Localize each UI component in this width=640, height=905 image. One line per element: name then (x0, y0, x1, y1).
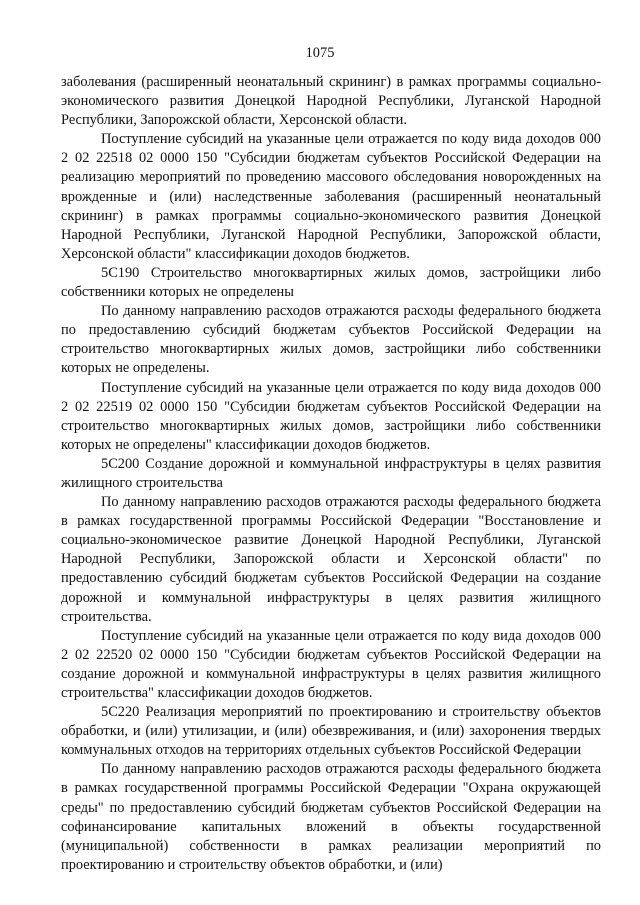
section-heading-5c190: 5С190 Строительство многоквартирных жилых домов, застройщики либо собственники которых не определены (61, 264, 601, 301)
paragraph-income-code-22519: Поступление субсидий на указанные цели отражается по коду вида доходов 000 2 02 22519 02 0000 150 "Субсидии бюджетам субъектов Российской Федерации на строительство многоквартирных жилых домов, застройщики либо собственники которых не определены" классификации доходов бюджетов. (61, 379, 601, 453)
section-heading-5c200: 5С200 Создание дорожной и коммунальной инфраструктуры в целях развития жилищного строительства (61, 455, 601, 491)
section-heading-5c220: 5С220 Реализация мероприятий по проектированию и строительству объектов обработки, и (или) утилизации, и (или) обезвреживания, и (или) захоронения твердых коммунальных отходов на территориях отдельных субъектов Российской Федерации (61, 704, 601, 759)
paragraph-expense-5c190: По данному направлению расходов отражаются расходы федерального бюджета по предоставлению субсидий бюджетам субъектов Российской Федерации на строительство многоквартирных жилых домов, застройщики либо собственники которых не определены. (61, 303, 601, 377)
paragraph-continuation: заболевания (расширенный неонатальный скрининг) в рамках программы социально-экономического развития Донецкой Народной Республики, Луганской Народной Республики, Запорожской области, Херсонской области. (61, 74, 601, 129)
paragraph-income-code-22518: Поступление субсидий на указанные цели отражается по коду вида доходов 000 2 02 22518 02 0000 150 "Субсидии бюджетам субъектов Российской Федерации на реализацию мероприятий по проведению массового обследования новорожденных на врожденные и (или) наследственные заболевания (расширенный неонатальный скрининг) в рамках программы социально-экономического развития Донецкой Народной Республики, Луганской Народной Республики, Запорожской области, Херсонской области" классификации доходов бюджетов. (61, 131, 601, 262)
document-body (61, 73, 601, 875)
paragraph-expense-5c200: По данному направлению расходов отражаются расходы федерального бюджета в рамках государственной программы Российской Федерации "Восстановление и социально-экономическое развитие Донецкой Народной Республики, Луганской Народной Республики, Запорожской области и Херсонской области" по предоставлению субсидий бюджетам субъектов Российской Федерации на создание дорожной и коммунальной инфраструктуры в целях развития жилищного строительства. (61, 494, 601, 625)
paragraph-expense-5c220: По данному направлению расходов отражаются расходы федерального бюджета в рамках государственной программы Российской Федерации "Охрана окружающей среды" по предоставлению субсидий бюджетам субъектов Российской Федерации на софинансирование капитальных вложений в объекты государственной (муниципальной) собственности в рамках реализации мероприятий по проектированию и строительству объектов обработки, и (или) (61, 761, 601, 873)
page-number: 1075 (305, 45, 335, 61)
paragraph-income-code-22520: Поступление субсидий на указанные цели отражается по коду вида доходов 000 2 02 22520 02 0000 150 "Субсидии бюджетам субъектов Российской Федерации на создание дорожной и коммунальной инфраструктуры в целях развития жилищного строительства" классификации доходов бюджетов. (61, 627, 601, 701)
